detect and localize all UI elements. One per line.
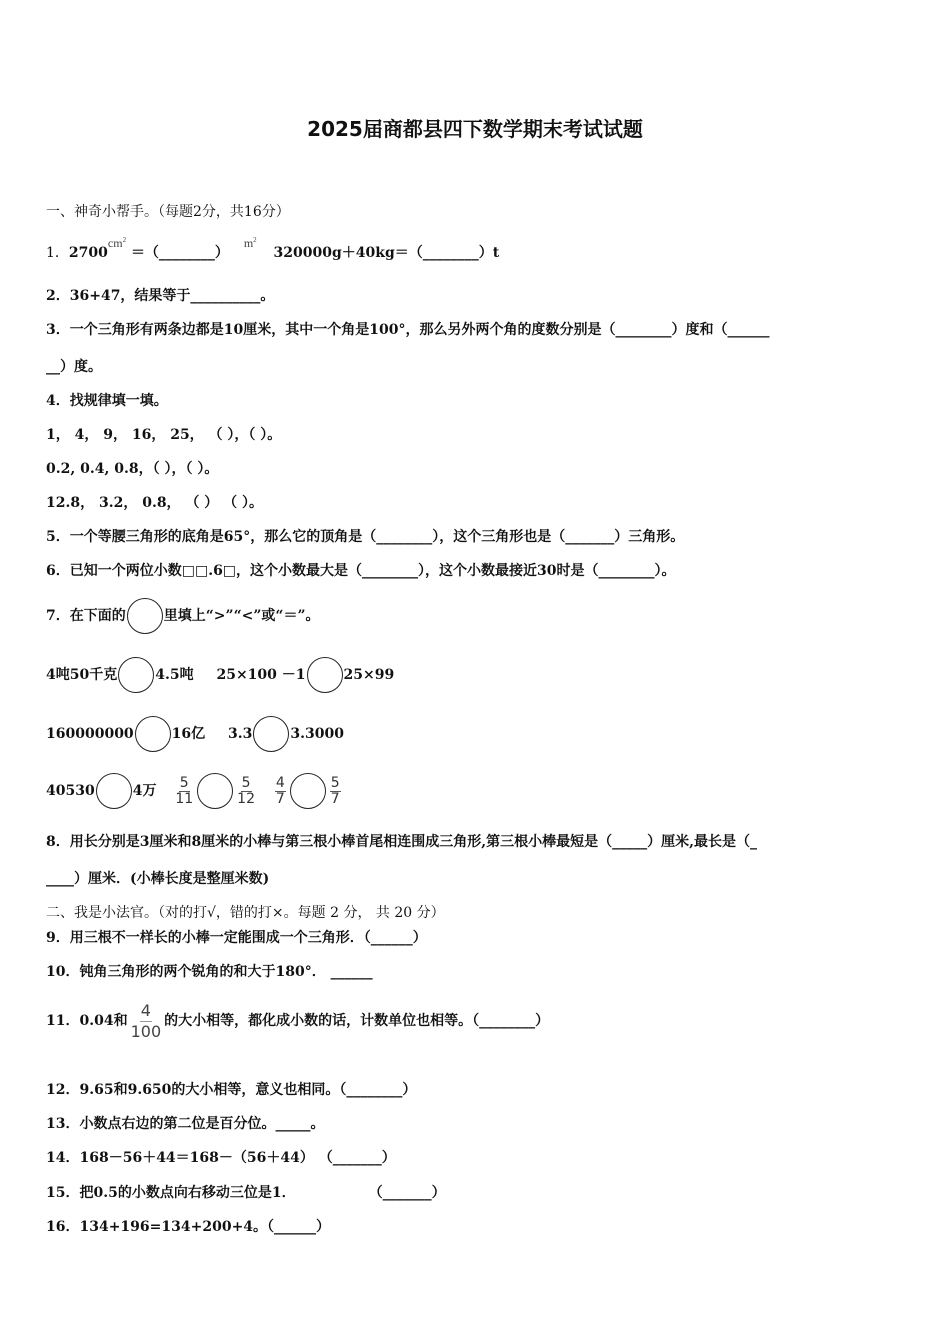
question-6: 6．已知一个两位小数□□.6□，这个小数最大是（________），这个小数最接近30时是（________）。 xyxy=(46,563,676,579)
question-5: 5．一个等腰三角形的底角是65°，那么它的顶角是（________），这个三角形也是（_______）三角形。 xyxy=(46,529,685,545)
circle-blank[interactable] xyxy=(127,598,163,634)
question-7-row-3: 40530 4万 $\frac{5}{11}$ $\frac{5}{12}$ $\frac{4}{7}$ $\frac{5}{7}$ xyxy=(46,770,344,812)
fraction: $\frac{5}{12}$ xyxy=(237,774,255,807)
fraction: $\frac{5}{7}$ xyxy=(330,774,340,807)
question-9: 9．用三根不一样长的小棒一定能围成一个三角形．（______） xyxy=(46,930,427,946)
compare-circle[interactable] xyxy=(307,657,343,693)
question-4-row-1: 1， 4， 9， 16， 25， （ ），（ ）。 xyxy=(46,427,282,443)
question-8-line-1: 8．用长分别是3厘米和8厘米的小棒与第三根小棒首尾相连围成三角形,第三根小棒最短是（_____）厘米,最长是（_ xyxy=(46,834,757,850)
page-title: 2025届商都县四下数学期末考试试题 xyxy=(307,117,643,141)
question-15: 15．把0.5的小数点向右移动三位是1． （_______） xyxy=(46,1185,446,1201)
question-7-row-1: 4吨50千克 4.5吨 25×100 －1 25×99 xyxy=(46,655,394,695)
section-heading-2: 二、我是小法官。（对的打√，错的打×。每题 2 分， 共 20 分） xyxy=(46,905,445,921)
question-3-line-1: 3．一个三角形有两条边都是10厘米，其中一个角是100°，那么另外两个角的度数分别是（________）度和（______ xyxy=(46,322,770,338)
question-2: 2．36+47，结果等于__________。 xyxy=(46,288,275,304)
question-8-line-2: ____）厘米．(小棒长度是整厘米数) xyxy=(46,871,270,887)
compare-circle[interactable] xyxy=(96,773,132,809)
question-16: 16．134+196=134+200+4。（______） xyxy=(46,1219,331,1235)
question-10: 10．钝角三角形的两个锐角的和大于180°． ______ xyxy=(46,964,373,980)
compare-circle[interactable] xyxy=(118,657,154,693)
question-4-row-3: 12.8， 3.2， 0.8， （ ） （ ）。 xyxy=(46,495,264,511)
section-heading-1: 一、神奇小帮手。（每题2分，共16分） xyxy=(46,204,290,220)
question-3-line-2: __）度。 xyxy=(46,359,102,375)
question-4-row-2: 0.2, 0.4, 0.8，（ ），（ ）。 xyxy=(46,461,219,477)
question-11: 11．0.04和 $\frac{4}{100}$ 的大小相等，都化成小数的话，计数单位也相等。（________） xyxy=(46,1000,550,1041)
question-4: 4．找规律填一填。 xyxy=(46,393,168,409)
fraction: $\frac{4}{100}$ xyxy=(130,1000,162,1041)
compare-circle[interactable] xyxy=(290,773,326,809)
compare-circle[interactable] xyxy=(197,773,233,809)
question-14: 14．168－56＋44＝168－（56＋44） （_______） xyxy=(46,1150,396,1166)
fraction: $\frac{5}{11}$ xyxy=(175,774,194,807)
fraction: $\frac{4}{7}$ xyxy=(275,774,285,807)
question-1: 1．$2700cm^2$ ＝（________） $m^2$ 320000g＋40kg＝（________）t xyxy=(46,236,500,261)
compare-circle[interactable] xyxy=(135,716,171,752)
compare-circle[interactable] xyxy=(253,716,289,752)
question-13: 13．小数点右边的第二位是百分位。_____。 xyxy=(46,1116,325,1132)
question-7: 7．在下面的 里填上“>”“<”或“＝”。 xyxy=(46,598,320,634)
question-12: 12．9.65和9.650的大小相等，意义也相同。（________） xyxy=(46,1082,417,1098)
question-7-row-2: 160000000 16亿 3.3 3.3000 xyxy=(46,714,344,754)
